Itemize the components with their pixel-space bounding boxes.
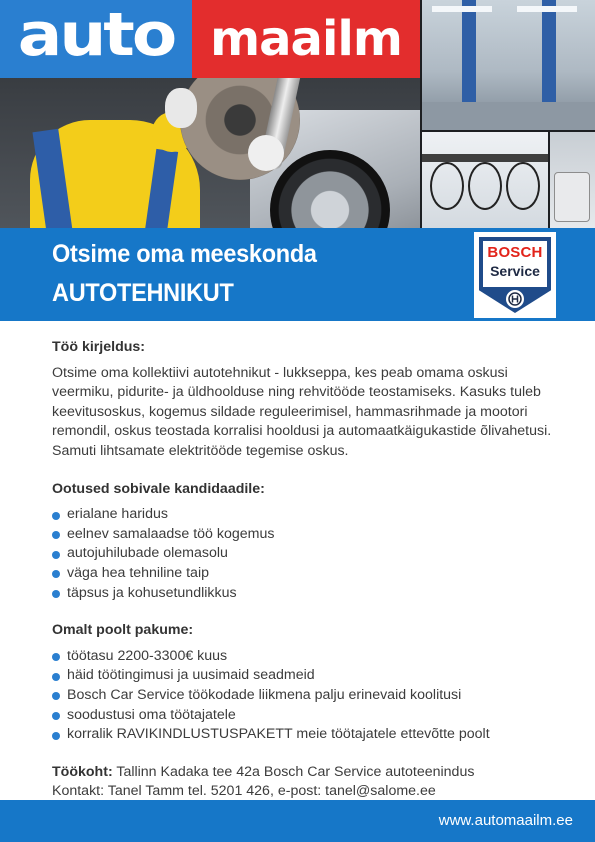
list-item [52, 706, 562, 726]
air-hoses-photo [422, 132, 548, 228]
offer-heading: Omalt poolt pakume: [52, 622, 194, 639]
list-item-text: väga hea tehniline taip [67, 564, 209, 581]
hose-loop-shape [430, 162, 464, 210]
list-item-text: täpsus ja kohusetundlikkus [67, 584, 237, 601]
glove-shape [248, 135, 284, 171]
workshop-lifts-photo [422, 0, 595, 130]
bullet-icon [52, 570, 60, 578]
machine-shape [554, 172, 590, 222]
logo-maailm-text: maailm [210, 11, 402, 67]
bullet-icon [52, 732, 60, 740]
list-item-text: Bosch Car Service töökodade liikmena palju erinevaid koolitusi [67, 686, 462, 703]
list-item-text: häid töötingimusi ja uusimaid seadmeid [67, 667, 315, 684]
list-item [52, 584, 562, 604]
headline-line-2: AUTOTEHNIKUT [52, 279, 234, 307]
list-item-text: töötasu 2200-3300€ kuus [67, 647, 228, 664]
equipment-photo [550, 132, 595, 228]
list-item [52, 544, 562, 564]
logo-auto-text: auto [17, 0, 175, 70]
hose-loop-shape [468, 162, 502, 210]
workplace-line [52, 763, 562, 783]
logo-maailm-block [192, 0, 420, 78]
list-item-text: soodustusi oma töötajatele [67, 706, 236, 723]
bosch-service-badge [474, 232, 556, 318]
list-item [52, 725, 562, 745]
list-item [52, 525, 562, 545]
ceiling-light-shape [517, 6, 577, 12]
bullet-icon [52, 673, 60, 681]
workshop-floor-shape [422, 102, 595, 130]
workplace-label: Töökoht: [52, 763, 113, 780]
ceiling-light-shape [432, 6, 492, 12]
job-description-heading: Töö kirjeldus: [52, 339, 146, 355]
glove-shape [165, 88, 197, 128]
headline-line-1: Otsime oma meeskonda [52, 240, 317, 268]
job-ad-content [52, 338, 562, 802]
bullet-icon [52, 551, 60, 559]
list-item-text: korralik RAVIKINDLUSTUSPAKETT meie töötajatele ettevõtte poolt [67, 726, 490, 743]
bullet-icon [52, 653, 60, 661]
expectations-heading: Ootused sobivale kandidaadile: [52, 480, 265, 497]
list-item-text: autojuhilubade olemasolu [67, 545, 228, 562]
hose-loop-shape [506, 162, 540, 210]
list-item [52, 686, 562, 706]
hose-rail-shape [422, 154, 548, 162]
logo-auto-block [0, 0, 192, 78]
list-item [52, 647, 562, 667]
expectations-list [52, 505, 562, 603]
bullet-icon [52, 712, 60, 720]
workplace-value: Tallinn Kadaka tee 42a Bosch Car Service autoteenindus [112, 763, 475, 780]
offer-list [52, 647, 562, 745]
bullet-icon [52, 531, 60, 539]
contact-line: Kontakt: Tanel Tamm tel. 5201 426, e-post: tanel@salome.ee [52, 783, 436, 800]
list-item [52, 505, 562, 525]
bosch-armature-icon [506, 290, 524, 308]
bullet-icon [52, 590, 60, 598]
list-item [52, 564, 562, 584]
list-item-text: eelnev samalaadse töö kogemus [67, 525, 275, 542]
website-link[interactable]: www.automaailm.ee [438, 812, 573, 829]
list-item-text: erialane haridus [67, 506, 168, 523]
bosch-word: BOSCH [487, 244, 543, 261]
bullet-icon [52, 692, 60, 700]
bosch-service-word: Service [490, 263, 540, 279]
list-item [52, 666, 562, 686]
job-description-text: Otsime oma kollektiivi autotehnikut - lukkseppa, kes peab omama oskusi veermiku, pidurite- ja üldhoolduse ning rehvitööde teostamiseks. Kasuks tuleb keevitusoskus, kogemus sildade reguleerimisel, hammasrihmade ja mootori remondil, oskus teostada korralisi hooldusi ja automaatkäigukastide õlivahetusi. Samuti lihtsamate elektritööde tegemise oskus. [52, 364, 552, 459]
bullet-icon [52, 512, 60, 520]
